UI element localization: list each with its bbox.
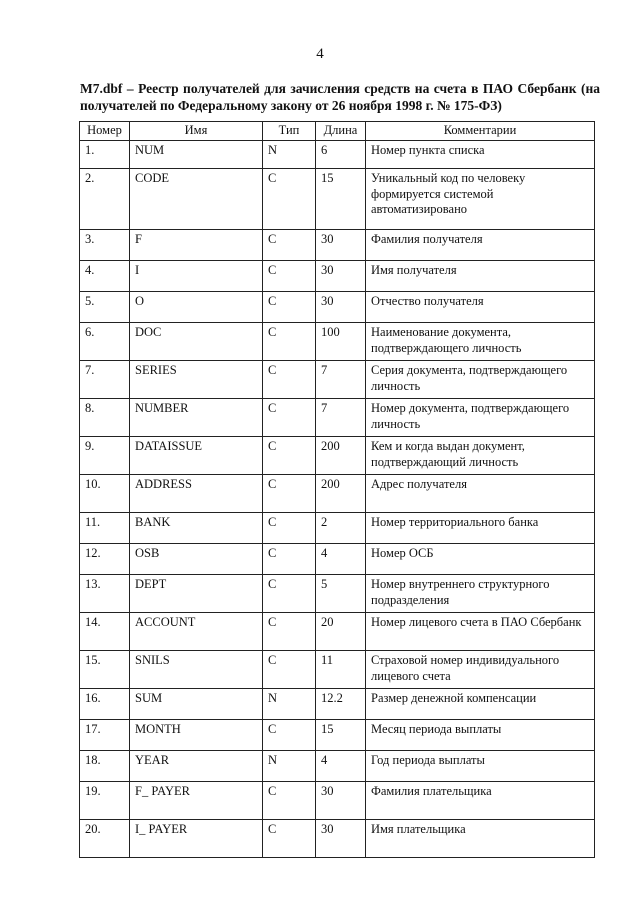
cell-comment: Размер денежной компенсации xyxy=(366,689,595,720)
table-row xyxy=(80,820,595,858)
cell-name: CODE xyxy=(130,169,263,230)
cell-comment: Фамилия получателя xyxy=(366,230,595,261)
cell-number: 6. xyxy=(80,323,130,361)
cell-comment: Номер внутреннего структурного подразделения xyxy=(366,575,595,613)
cell-length: 30 xyxy=(316,820,366,858)
cell-name: I xyxy=(130,261,263,292)
cell-type: N xyxy=(263,689,316,720)
table-row xyxy=(80,613,595,651)
cell-comment: Кем и когда выдан документ, подтверждающий личность xyxy=(366,437,595,475)
header-length: Длина xyxy=(316,122,366,141)
cell-length: 30 xyxy=(316,230,366,261)
page-number: 4 xyxy=(316,46,324,62)
cell-type: C xyxy=(263,361,316,399)
cell-name: BANK xyxy=(130,513,263,544)
cell-type: C xyxy=(263,575,316,613)
cell-comment: Серия документа, подтверждающего личность xyxy=(366,361,595,399)
cell-length: 7 xyxy=(316,361,366,399)
table-row xyxy=(80,323,595,361)
header-number: Номер xyxy=(80,122,130,141)
cell-number: 9. xyxy=(80,437,130,475)
cell-length: 4 xyxy=(316,544,366,575)
cell-name: F xyxy=(130,230,263,261)
cell-name: O xyxy=(130,292,263,323)
cell-type: C xyxy=(263,544,316,575)
cell-length: 30 xyxy=(316,782,366,820)
cell-length: 100 xyxy=(316,323,366,361)
cell-number: 11. xyxy=(80,513,130,544)
cell-length: 4 xyxy=(316,751,366,782)
cell-length: 30 xyxy=(316,261,366,292)
cell-length: 20 xyxy=(316,613,366,651)
cell-comment: Год периода выплаты xyxy=(366,751,595,782)
cell-type: C xyxy=(263,323,316,361)
table-row xyxy=(80,399,595,437)
cell-number: 17. xyxy=(80,720,130,751)
cell-number: 20. xyxy=(80,820,130,858)
cell-name: YEAR xyxy=(130,751,263,782)
table-row xyxy=(80,544,595,575)
table-row xyxy=(80,169,595,230)
cell-comment: Адрес получателя xyxy=(366,475,595,513)
cell-type: C xyxy=(263,720,316,751)
cell-length: 5 xyxy=(316,575,366,613)
cell-number: 15. xyxy=(80,651,130,689)
cell-name: SERIES xyxy=(130,361,263,399)
cell-number: 5. xyxy=(80,292,130,323)
cell-number: 2. xyxy=(80,169,130,230)
table-row xyxy=(80,437,595,475)
cell-number: 4. xyxy=(80,261,130,292)
cell-comment: Фамилия плательщика xyxy=(366,782,595,820)
cell-type: C xyxy=(263,475,316,513)
cell-name: MONTH xyxy=(130,720,263,751)
cell-type: C xyxy=(263,261,316,292)
cell-type: C xyxy=(263,513,316,544)
cell-length: 30 xyxy=(316,292,366,323)
table-row xyxy=(80,513,595,544)
cell-type: C xyxy=(263,651,316,689)
cell-number: 3. xyxy=(80,230,130,261)
cell-length: 2 xyxy=(316,513,366,544)
cell-name: F_ PAYER xyxy=(130,782,263,820)
document-title: M7.dbf – Реестр получателей для зачисления средств на счета в ПАО Сбербанк (на получателей по Федеральному закону от 26 ноября 1998 г. № 175-ФЗ) xyxy=(80,81,600,113)
table-row xyxy=(80,651,595,689)
cell-length: 6 xyxy=(316,141,366,169)
cell-comment: Номер пункта списка xyxy=(366,141,595,169)
cell-type: C xyxy=(263,230,316,261)
cell-comment: Имя получателя xyxy=(366,261,595,292)
table-row xyxy=(80,141,595,169)
cell-type: C xyxy=(263,399,316,437)
cell-comment: Отчество получателя xyxy=(366,292,595,323)
cell-number: 14. xyxy=(80,613,130,651)
cell-number: 12. xyxy=(80,544,130,575)
table-row xyxy=(80,751,595,782)
table-row xyxy=(80,261,595,292)
table-row xyxy=(80,782,595,820)
cell-length: 200 xyxy=(316,475,366,513)
header-type: Тип xyxy=(263,122,316,141)
cell-length: 200 xyxy=(316,437,366,475)
cell-comment: Номер территориального банка xyxy=(366,513,595,544)
table-row xyxy=(80,720,595,751)
cell-type: C xyxy=(263,292,316,323)
cell-type: N xyxy=(263,141,316,169)
cell-number: 13. xyxy=(80,575,130,613)
cell-comment: Уникальный код по человеку формируется системой автоматизировано xyxy=(366,169,595,230)
cell-length: 11 xyxy=(316,651,366,689)
cell-comment: Имя плательщика xyxy=(366,820,595,858)
table-row xyxy=(80,361,595,399)
cell-length: 15 xyxy=(316,720,366,751)
cell-number: 8. xyxy=(80,399,130,437)
table-row xyxy=(80,575,595,613)
cell-number: 10. xyxy=(80,475,130,513)
cell-number: 18. xyxy=(80,751,130,782)
cell-length: 15 xyxy=(316,169,366,230)
cell-name: DEPT xyxy=(130,575,263,613)
cell-number: 1. xyxy=(80,141,130,169)
table-header-row xyxy=(80,122,595,141)
cell-name: ACCOUNT xyxy=(130,613,263,651)
cell-name: SNILS xyxy=(130,651,263,689)
cell-name: DOC xyxy=(130,323,263,361)
cell-name: OSB xyxy=(130,544,263,575)
header-name: Имя xyxy=(130,122,263,141)
cell-name: SUM xyxy=(130,689,263,720)
cell-type: N xyxy=(263,751,316,782)
cell-length: 7 xyxy=(316,399,366,437)
table-row xyxy=(80,689,595,720)
table-row xyxy=(80,292,595,323)
cell-name: I_ PAYER xyxy=(130,820,263,858)
cell-comment: Месяц периода выплаты xyxy=(366,720,595,751)
cell-comment: Номер ОСБ xyxy=(366,544,595,575)
cell-comment: Страховой номер индивидуального лицевого счета xyxy=(366,651,595,689)
cell-comment: Номер документа, подтверждающего личность xyxy=(366,399,595,437)
cell-comment: Номер лицевого счета в ПАО Сбербанк xyxy=(366,613,595,651)
cell-number: 7. xyxy=(80,361,130,399)
cell-number: 19. xyxy=(80,782,130,820)
table-row xyxy=(80,475,595,513)
cell-type: C xyxy=(263,169,316,230)
cell-type: C xyxy=(263,782,316,820)
cell-name: NUM xyxy=(130,141,263,169)
cell-length: 12.2 xyxy=(316,689,366,720)
cell-comment: Наименование документа, подтверждающего личность xyxy=(366,323,595,361)
cell-name: ADDRESS xyxy=(130,475,263,513)
cell-name: NUMBER xyxy=(130,399,263,437)
cell-type: C xyxy=(263,437,316,475)
cell-type: C xyxy=(263,820,316,858)
registry-fields-table xyxy=(79,121,595,858)
table-row xyxy=(80,230,595,261)
cell-name: DATAISSUE xyxy=(130,437,263,475)
cell-number: 16. xyxy=(80,689,130,720)
cell-type: C xyxy=(263,613,316,651)
table-body xyxy=(80,141,595,858)
header-comments: Комментарии xyxy=(366,122,595,141)
